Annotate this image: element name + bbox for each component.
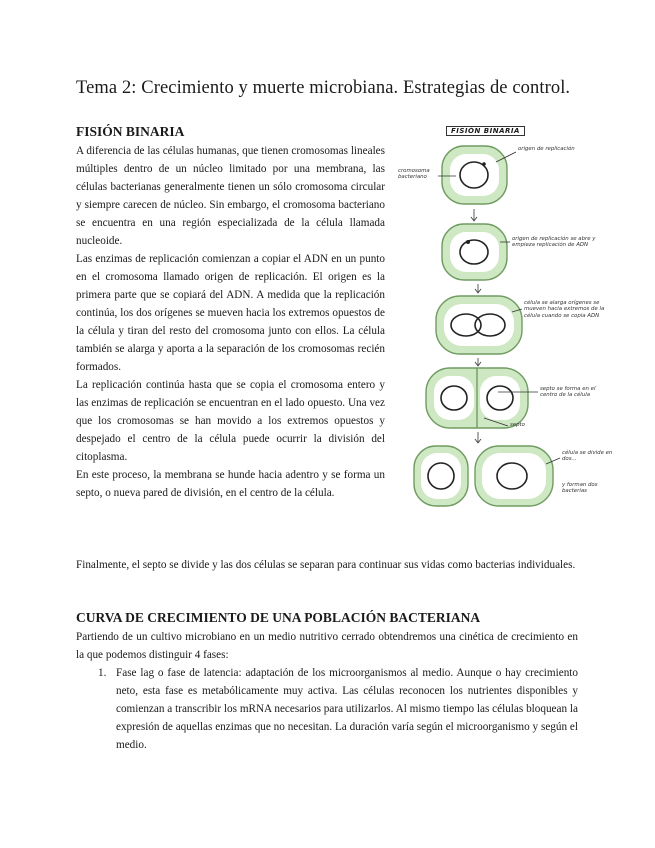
annotation-septum: septo: [510, 422, 525, 428]
annotation-cell-divides: célula se divide en dos...: [562, 450, 613, 463]
list-item-number: 1.: [98, 667, 107, 679]
paragraph: La replicación continúa hasta que se copia el cromosoma entero y las enzimas de replicación se encuentran en el lado opuesto. Una vez que los cromosomas se han movido a los extremos opuestos y despejado el centro de la célula puede ocurrir la división del citoplasma.: [76, 379, 385, 463]
paragraph: Partiendo de un cultivo microbiano en un medio nutritivo cerrado obtendremos una cinética de crecimiento en la que podemos distinguir 4 fases:: [76, 631, 578, 661]
annotation-cell-grows: célula se alarga orígenes se mueven hacia extremos de la célula cuando se copia ADN: [524, 300, 605, 319]
page-title: Tema 2: Crecimiento y muerte microbiana. Estrategias de control.: [76, 78, 571, 98]
binary-fission-figure: [398, 124, 618, 509]
paragraph: Las enzimas de replicación comienzan a copiar el ADN en un punto en el cromosoma llamado origen de replicación. El origen es la primera parte que se copiará del ADN. A medida que la replicación continúa, los dos orígenes se mueven hacia los extremos opuestos de la célula y tiran del resto del cromosoma junto con ellos. La célula también se alarga y aporta a la separación de los cromosomas recién formados.: [76, 253, 385, 373]
annotation-origin: origen de replicación: [518, 146, 575, 152]
annotation-septum-forms: septo se forma en el centro de la célula: [540, 386, 596, 399]
figure-title: FISIÓN BINARIA: [446, 126, 525, 136]
section-heading-curva-crecimiento: CURVA DE CRECIMIENTO DE UNA POBLACIÓN BACTERIANA: [76, 610, 481, 625]
list-item-text: Fase lag o fase de latencia: adaptación de los microorganismos al medio. Aunque o hay crecimiento neto, esta fase es metabólicamente muy activa. Las células reconocen los nutrientes disponibles y comienzan a transcribir los mRNA necesarios para utilizarlos. Al mismo tiempo las células bloquean la expresión de aquellas enzimas que no necesitan. La duración varía según el microorganismo y según el medio.: [116, 667, 578, 751]
paragraph: Finalmente, el septo se divide y las dos células se separan para continuar sus vidas como bacterias individuales.: [76, 559, 576, 571]
phases-list: [76, 664, 578, 754]
annotation-two-bacteria: y forman dos bacterias: [562, 482, 598, 495]
fision-binaria-text: [76, 142, 385, 502]
list-item: [76, 664, 578, 754]
final-paragraph-block: [76, 556, 578, 574]
annotation-chromosome: cromosoma bacteriano: [398, 168, 430, 181]
section-heading-fision-binaria: FISIÓN BINARIA: [76, 124, 185, 139]
curva-intro-block: [76, 628, 578, 664]
annotation-origin-copy: origen de replicación se abre y empieza replicación de ADN: [512, 236, 596, 249]
paragraph: A diferencia de las células humanas, que tienen cromosomas lineales múltiples dentro de un núcleo limitado por una membrana, las células bacterianas generalmente tienen un sólo cromosoma circular y siempre carecen de núcleo. Sin embargo, el cromosoma bacteriano se encuentra en una región especializada de la célula llamada nucleoide.: [76, 145, 385, 247]
paragraph: En este proceso, la membrana se hunde hacia adentro y se forma un septo, o nueva pared de división, en el centro de la célula.: [76, 469, 385, 499]
